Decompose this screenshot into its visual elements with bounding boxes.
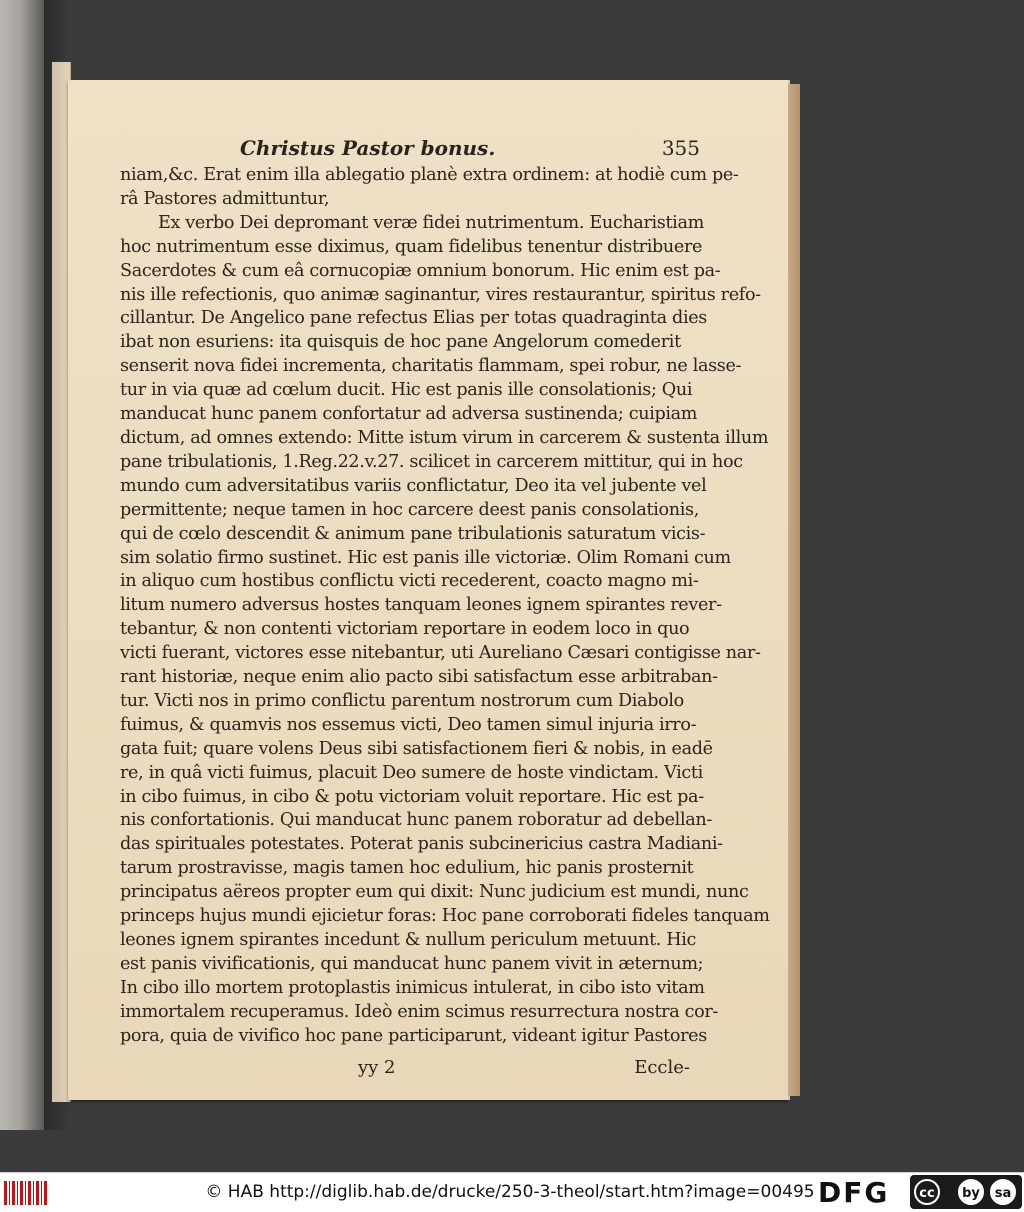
text-line: senserit nova fidei incrementa, charitatis flammam, spei robur, ne lasse-	[120, 356, 742, 377]
text-line: leones ignem spirantes incedunt & nullum periculum metuunt. Hic	[120, 930, 697, 950]
text-line: nis confortationis. Qui manducat hunc panem roboratur ad debellan-	[120, 810, 712, 831]
text-line: principatus aëreos propter eum qui dixit: Nunc judicium est mundi, nunc	[120, 882, 749, 903]
dfg-logo[interactable]: DFG	[818, 1176, 890, 1209]
text-line: tur in via quæ ad cœlum ducit. Hic est panis ille consolationis; Qui	[120, 380, 693, 401]
text-line: pane tribulationis, 1.Reg.22.v.27. scilicet in carcerem mittitur, qui in hoc	[120, 451, 743, 472]
text-line: permittente; neque tamen in hoc carcere deest panis consolationis,	[120, 499, 699, 520]
text-line: râ Pastores admittuntur,	[120, 188, 330, 209]
text-line: In cibo illo mortem protoplastis inimicus intulerat, in cibo isto vitam	[120, 977, 705, 998]
text-line: fuimus, & quamvis nos essemus victi, Deo tamen simul injuria irro-	[120, 714, 697, 735]
text-line: cillantur. De Angelico pane refectus Elias per totas quadraginta dies	[120, 308, 707, 329]
text-line: sim solatio firmo sustinet. Hic est panis ille victoriæ. Olim Romani cum	[120, 547, 731, 568]
text-line: re, in quâ victi fuimus, placuit Deo sumere de hoste vindictam. Victi	[120, 762, 703, 783]
text-line: in aliquo cum hostibus conflictu victi recederent, coacto magno mi-	[120, 571, 699, 592]
page-header	[120, 132, 700, 164]
book-page	[68, 80, 788, 1100]
cc-license-badge[interactable]	[910, 1175, 1022, 1209]
text-line: in cibo fuimus, in cibo & potu victoriam voluit reportare. Hic est pa-	[120, 786, 704, 807]
text-line: gata fuit; quare volens Deus sibi satisfactionem fieri & nobis, in eadē	[120, 738, 713, 759]
cc-icon: cc	[914, 1179, 940, 1205]
text-line: das spirituales potestates. Poterat panis subcinericius castra Madiani-	[120, 834, 723, 855]
catchword: Eccle-	[634, 1056, 690, 1078]
text-line: tebantur, & non contenti victoriam reportare in eodem loco in quo	[120, 619, 690, 640]
text-line: hoc nutrimentum esse diximus, quam fidelibus tenentur distribuere	[120, 236, 703, 257]
text-line: niam,&c. Erat enim illa ablegatio planè extra ordinem: at hodiè cum pe-	[120, 165, 739, 185]
neighbor-page-block	[0, 0, 44, 1130]
text-line: qui de cœlo descendit & animum pane tribulationis saturatum vicis-	[120, 523, 706, 544]
text-line: victi fuerant, victores esse nitebantur, uti Aureliano Cæsari contigisse nar-	[120, 643, 761, 664]
text-line: nis ille refectionis, quo animæ saginantur, vires restaurantur, spiritus refo-	[120, 284, 761, 305]
copyright-link[interactable]: © HAB http://diglib.hab.de/drucke/250-3-theol/start.htm?image=00495	[205, 1182, 815, 1202]
text-line: tur. Victi nos in primo conflictu parentum nostrorum cum Diabolo	[120, 690, 684, 711]
running-title: Christus Pastor bonus.	[240, 136, 496, 160]
text-line: manducat hunc panem confortatur ad adversa sustinenda; cuipiam	[120, 404, 698, 425]
text-line: immortalem recuperamus. Ideò enim scimus resurrectura nostra cor-	[120, 1001, 719, 1022]
text-line: rant historiæ, neque enim alio pacto sibi satisfactum esse arbitraban-	[120, 667, 718, 688]
page-number: 355	[661, 136, 700, 160]
sa-icon: sa	[990, 1179, 1016, 1205]
signature-mark: yy 2	[358, 1056, 396, 1078]
body-text	[120, 164, 770, 1049]
text-line: litum numero adversus hostes tanquam leones ignem spirantes rever-	[120, 595, 722, 616]
text-line: princeps hujus mundi ejicietur foras: Hoc pane corroborati fideles tanquam	[120, 906, 770, 927]
text-line: pora, quia de vivifico hoc pane participarunt, videant igitur Pastores	[120, 1025, 707, 1046]
text-line: Ex verbo Dei depromant veræ fidei nutrimentum. Eucharistiam	[158, 212, 704, 233]
text-line: est panis vivificationis, qui manducat hunc panem vivit in æternum;	[120, 953, 704, 974]
text-line: Sacerdotes & cum eâ cornucopiæ omnium bonorum. Hic enim est pa-	[120, 260, 721, 281]
by-icon: by	[958, 1179, 984, 1205]
text-line: ibat non esuriens: ita quisquis de hoc pane Angelorum comederit	[120, 332, 681, 353]
text-line: tarum prostravisse, magis tamen hoc edulium, hic panis prosternit	[120, 858, 694, 879]
text-line: dictum, ad omnes extendo: Mitte istum virum in carcerem & sustenta illum	[120, 427, 769, 448]
page-footer-line	[120, 1053, 690, 1083]
viewer-footer	[0, 1172, 1024, 1212]
text-block	[120, 132, 770, 1083]
text-line: mundo cum adversitatibus variis conflictatur, Deo ita vel jubente vel	[120, 475, 707, 496]
page-fore-edge	[788, 84, 800, 1096]
